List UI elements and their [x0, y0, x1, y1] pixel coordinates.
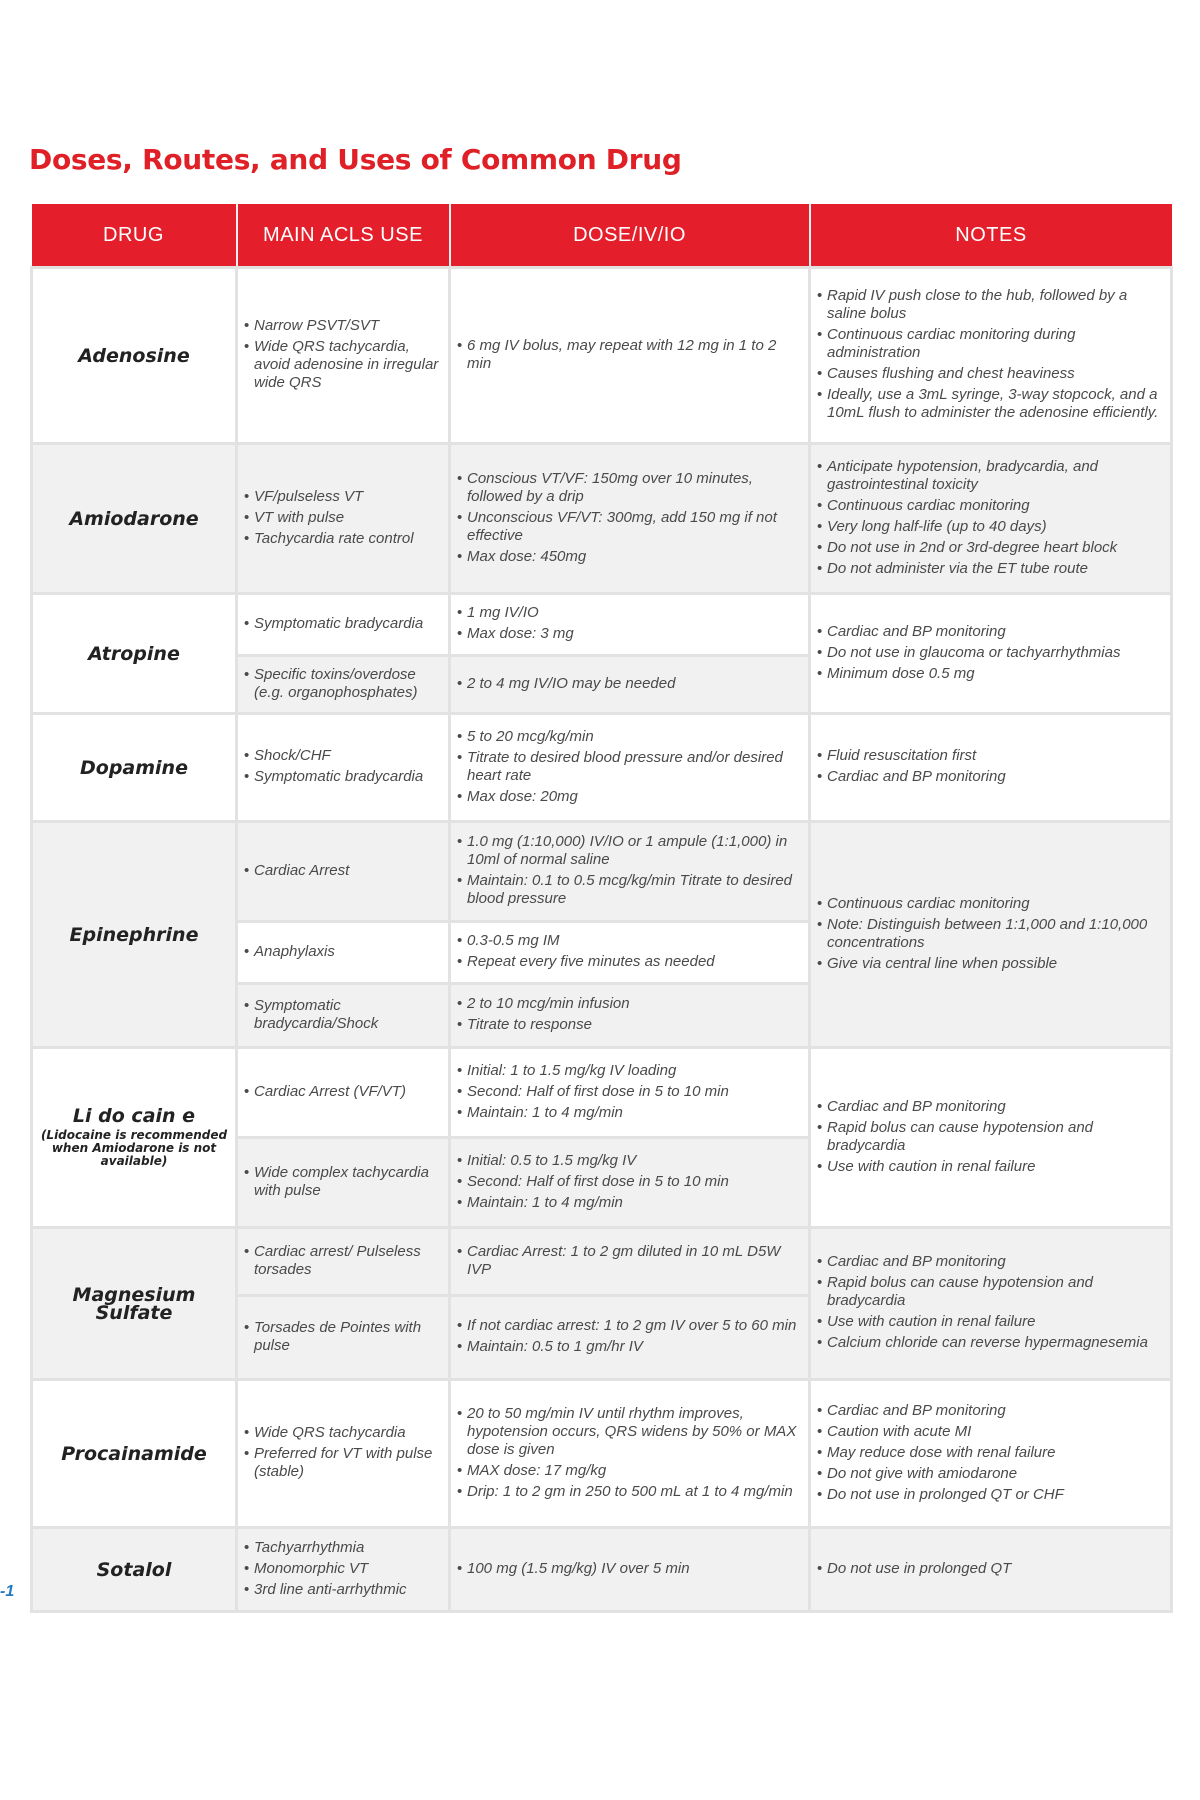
list-item: • VT with pulse: [244, 509, 442, 527]
list-item: • Anticipate hypotension, bradycardia, and gastrointestinal toxicity: [817, 458, 1164, 494]
use-cell: [237, 1138, 450, 1228]
table-header-row: [32, 204, 1172, 268]
use-list: [244, 1319, 442, 1355]
dose-cell: [450, 656, 810, 714]
table-row-magnesium-sulfate: [32, 1228, 1172, 1296]
drug-name: Procainamide: [32, 1380, 237, 1528]
notes-cell: [810, 1528, 1172, 1612]
notes-cell: [810, 822, 1172, 1048]
notes-list: [817, 623, 1164, 683]
list-item: • Very long half-life (up to 40 days): [817, 518, 1164, 536]
list-item: • Use with caution in renal failure: [817, 1313, 1164, 1331]
use-list: [244, 666, 442, 702]
drug-name: Atropine: [32, 594, 237, 714]
list-item: • Max dose: 20mg: [457, 788, 802, 806]
list-item: • Tachyarrhythmia: [244, 1539, 442, 1557]
drug-name: Magnesium Sulfate: [32, 1228, 237, 1380]
list-item: • Rapid bolus can cause hypotension and bradycardia: [817, 1119, 1164, 1155]
list-item: • 1.0 mg (1:10,000) IV/IO or 1 ampule (1:1,000) in 10ml of normal saline: [457, 833, 802, 869]
dose-cell: [450, 444, 810, 594]
drug-name-cell: [32, 1048, 237, 1228]
use-cell: [237, 822, 450, 922]
drug-table-container: [30, 204, 1170, 1613]
use-cell: [237, 714, 450, 822]
list-item: • VF/pulseless VT: [244, 488, 442, 506]
notes-list: [817, 747, 1164, 786]
header-drug: DRUG: [32, 204, 237, 268]
dose-list: [457, 1405, 802, 1501]
use-cell: [237, 268, 450, 444]
list-item: • Preferred for VT with pulse (stable): [244, 1445, 442, 1481]
list-item: • Tachycardia rate control: [244, 530, 442, 548]
dose-cell: [450, 594, 810, 656]
notes-list: [817, 1402, 1164, 1504]
list-item: • Wide complex tachycardia with pulse: [244, 1164, 442, 1200]
table-row-lidocaine: [32, 1048, 1172, 1138]
list-item: • 100 mg (1.5 mg/kg) IV over 5 min: [457, 1560, 802, 1578]
table-row-dopamine: [32, 714, 1172, 822]
list-item: • Maintain: 0.1 to 0.5 mcg/kg/min Titrate to desired blood pressure: [457, 872, 802, 908]
list-item: • 1 mg IV/IO: [457, 604, 802, 622]
drug-name: Dopamine: [32, 714, 237, 822]
list-item: • Shock/CHF: [244, 747, 442, 765]
use-list: [244, 488, 442, 548]
list-item: • Cardiac Arrest (VF/VT): [244, 1083, 442, 1101]
use-list: [244, 943, 442, 961]
list-item: • Do not administer via the ET tube route: [817, 560, 1164, 578]
dose-cell: [450, 714, 810, 822]
list-item: • MAX dose: 17 mg/kg: [457, 1462, 802, 1480]
dose-list: [457, 1560, 802, 1578]
table-row-epinephrine: [32, 822, 1172, 922]
list-item: • Cardiac and BP monitoring: [817, 623, 1164, 641]
list-item: • 3rd line anti-arrhythmic: [244, 1581, 442, 1599]
list-item: • Ideally, use a 3mL syringe, 3-way stopcock, and a 10mL flush to administer the adenosine efficiently.: [817, 386, 1164, 422]
list-item: • Continuous cardiac monitoring: [817, 497, 1164, 515]
list-item: • Anaphylaxis: [244, 943, 442, 961]
use-cell: [237, 1048, 450, 1138]
notes-list: [817, 458, 1164, 578]
use-cell: [237, 594, 450, 656]
list-item: • Symptomatic bradycardia/Shock: [244, 997, 442, 1033]
list-item: • Cardiac and BP monitoring: [817, 1402, 1164, 1420]
header-notes: NOTES: [810, 204, 1172, 268]
dose-list: [457, 1243, 802, 1279]
list-item: • Caution with acute MI: [817, 1423, 1164, 1441]
list-item: • Do not use in glaucoma or tachyarrhythmias: [817, 644, 1164, 662]
list-item: • Fluid resuscitation first: [817, 747, 1164, 765]
list-item: • Maintain: 1 to 4 mg/min: [457, 1104, 802, 1122]
use-cell: [237, 984, 450, 1048]
list-item: • Cardiac Arrest: [244, 862, 442, 880]
list-item: • Continuous cardiac monitoring: [817, 895, 1164, 913]
use-list: [244, 615, 442, 633]
notes-list: [817, 287, 1164, 422]
dose-list: [457, 1317, 802, 1356]
table-row-sotalol: [32, 1528, 1172, 1612]
list-item: • Do not use in prolonged QT: [817, 1560, 1164, 1578]
list-item: • Unconscious VF/VT: 300mg, add 150 mg if not effective: [457, 509, 802, 545]
notes-list: [817, 1098, 1164, 1176]
list-item: • Calcium chloride can reverse hypermagnesemia: [817, 1334, 1164, 1352]
use-list: [244, 997, 442, 1033]
use-list: [244, 1243, 442, 1279]
table-row-atropine: [32, 594, 1172, 656]
list-item: • Give via central line when possible: [817, 955, 1164, 973]
use-cell: [237, 1528, 450, 1612]
use-cell: [237, 1296, 450, 1380]
dose-list: [457, 995, 802, 1034]
notes-list: [817, 1560, 1164, 1578]
drug-name-note: (Lidocaine is recommended when Amiodarone is not available): [40, 1128, 228, 1168]
drug-name: Amiodarone: [32, 444, 237, 594]
notes-cell: [810, 444, 1172, 594]
list-item: • Causes flushing and chest heaviness: [817, 365, 1164, 383]
use-list: [244, 1424, 442, 1481]
dose-list: [457, 337, 802, 373]
header-main-acls-use: MAIN ACLS USE: [237, 204, 450, 268]
list-item: • Monomorphic VT: [244, 1560, 442, 1578]
use-list: [244, 317, 442, 392]
use-cell: [237, 1228, 450, 1296]
list-item: • Conscious VT/VF: 150mg over 10 minutes, followed by a drip: [457, 470, 802, 506]
notes-cell: [810, 1048, 1172, 1228]
dose-list: [457, 604, 802, 643]
list-item: • 5 to 20 mcg/kg/min: [457, 728, 802, 746]
dose-list: [457, 1062, 802, 1122]
drug-name: Li do cain e: [72, 1105, 196, 1127]
list-item: • Repeat every five minutes as needed: [457, 953, 802, 971]
list-item: • 2 to 10 mcg/min infusion: [457, 995, 802, 1013]
drug-name: Epinephrine: [32, 822, 237, 1048]
list-item: • Do not use in 2nd or 3rd-degree heart block: [817, 539, 1164, 557]
list-item: • Maintain: 0.5 to 1 gm/hr IV: [457, 1338, 802, 1356]
dose-list: [457, 932, 802, 971]
notes-cell: [810, 268, 1172, 444]
use-list: [244, 1539, 442, 1599]
dose-list: [457, 1152, 802, 1212]
list-item: • 2 to 4 mg IV/IO may be needed: [457, 675, 802, 693]
list-item: • Specific toxins/overdose (e.g. organophosphates): [244, 666, 442, 702]
list-item: • Cardiac Arrest: 1 to 2 gm diluted in 10 mL D5W IVP: [457, 1243, 802, 1279]
dose-cell: [450, 268, 810, 444]
dose-list: [457, 675, 802, 693]
list-item: • Max dose: 3 mg: [457, 625, 802, 643]
list-item: • Do not give with amiodarone: [817, 1465, 1164, 1483]
table-row-procainamide: [32, 1380, 1172, 1528]
dose-list: [457, 470, 802, 566]
notes-list: [817, 1253, 1164, 1352]
use-list: [244, 1083, 442, 1101]
dose-list: [457, 833, 802, 908]
list-item: • Note: Distinguish between 1:1,000 and 1:10,000 concentrations: [817, 916, 1164, 952]
list-item: • Minimum dose 0.5 mg: [817, 665, 1164, 683]
notes-cell: [810, 1380, 1172, 1528]
use-list: [244, 1164, 442, 1200]
notes-list: [817, 895, 1164, 973]
list-item: • Cardiac and BP monitoring: [817, 1253, 1164, 1271]
list-item: • Titrate to desired blood pressure and/or desired heart rate: [457, 749, 802, 785]
dose-cell: [450, 822, 810, 922]
list-item: • Maintain: 1 to 4 mg/min: [457, 1194, 802, 1212]
dose-list: [457, 728, 802, 806]
list-item: • Second: Half of first dose in 5 to 10 min: [457, 1083, 802, 1101]
notes-cell: [810, 594, 1172, 714]
use-cell: [237, 922, 450, 984]
list-item: • Second: Half of first dose in 5 to 10 min: [457, 1173, 802, 1191]
list-item: • Initial: 1 to 1.5 mg/kg IV loading: [457, 1062, 802, 1080]
list-item: • Max dose: 450mg: [457, 548, 802, 566]
list-item: • 20 to 50 mg/min IV until rhythm improves, hypotension occurs, QRS widens by 50% or MAX dose is given: [457, 1405, 802, 1459]
list-item: • 0.3-0.5 mg IM: [457, 932, 802, 950]
list-item: • Titrate to response: [457, 1016, 802, 1034]
list-item: • Symptomatic bradycardia: [244, 615, 442, 633]
list-item: • Cardiac arrest/ Pulseless torsades: [244, 1243, 442, 1279]
use-cell: [237, 1380, 450, 1528]
notes-cell: [810, 714, 1172, 822]
drug-name: Adenosine: [32, 268, 237, 444]
list-item: • Rapid bolus can cause hypotension and bradycardia: [817, 1274, 1164, 1310]
page-marker: -1: [0, 1583, 15, 1600]
dose-cell: [450, 1138, 810, 1228]
list-item: • Wide QRS tachycardia: [244, 1424, 442, 1442]
use-cell: [237, 656, 450, 714]
list-item: • Do not use in prolonged QT or CHF: [817, 1486, 1164, 1504]
drug-name: Sotalol: [32, 1528, 237, 1612]
list-item: • Drip: 1 to 2 gm in 250 to 500 mL at 1 to 4 mg/min: [457, 1483, 802, 1501]
use-list: [244, 747, 442, 786]
list-item: • Use with caution in renal failure: [817, 1158, 1164, 1176]
list-item: • Torsades de Pointes with pulse: [244, 1319, 442, 1355]
header-dose: DOSE/IV/IO: [450, 204, 810, 268]
list-item: • Initial: 0.5 to 1.5 mg/kg IV: [457, 1152, 802, 1170]
list-item: • May reduce dose with renal failure: [817, 1444, 1164, 1462]
dose-cell: [450, 1380, 810, 1528]
list-item: • 6 mg IV bolus, may repeat with 12 mg in 1 to 2 min: [457, 337, 802, 373]
drug-table: [30, 204, 1173, 1613]
dose-cell: [450, 1296, 810, 1380]
page-title: Doses, Routes, and Uses of Common Drug: [29, 143, 682, 176]
list-item: • Symptomatic bradycardia: [244, 768, 442, 786]
table-row-amiodarone: [32, 444, 1172, 594]
dose-cell: [450, 1528, 810, 1612]
dose-cell: [450, 984, 810, 1048]
list-item: • If not cardiac arrest: 1 to 2 gm IV over 5 to 60 min: [457, 1317, 802, 1335]
list-item: • Wide QRS tachycardia, avoid adenosine in irregular wide QRS: [244, 338, 442, 392]
list-item: • Narrow PSVT/SVT: [244, 317, 442, 335]
list-item: • Cardiac and BP monitoring: [817, 768, 1164, 786]
table-row-adenosine: [32, 268, 1172, 444]
list-item: • Continuous cardiac monitoring during administration: [817, 326, 1164, 362]
list-item: • Rapid IV push close to the hub, followed by a saline bolus: [817, 287, 1164, 323]
dose-cell: [450, 1228, 810, 1296]
list-item: • Cardiac and BP monitoring: [817, 1098, 1164, 1116]
dose-cell: [450, 922, 810, 984]
notes-cell: [810, 1228, 1172, 1380]
use-cell: [237, 444, 450, 594]
dose-cell: [450, 1048, 810, 1138]
use-list: [244, 862, 442, 880]
